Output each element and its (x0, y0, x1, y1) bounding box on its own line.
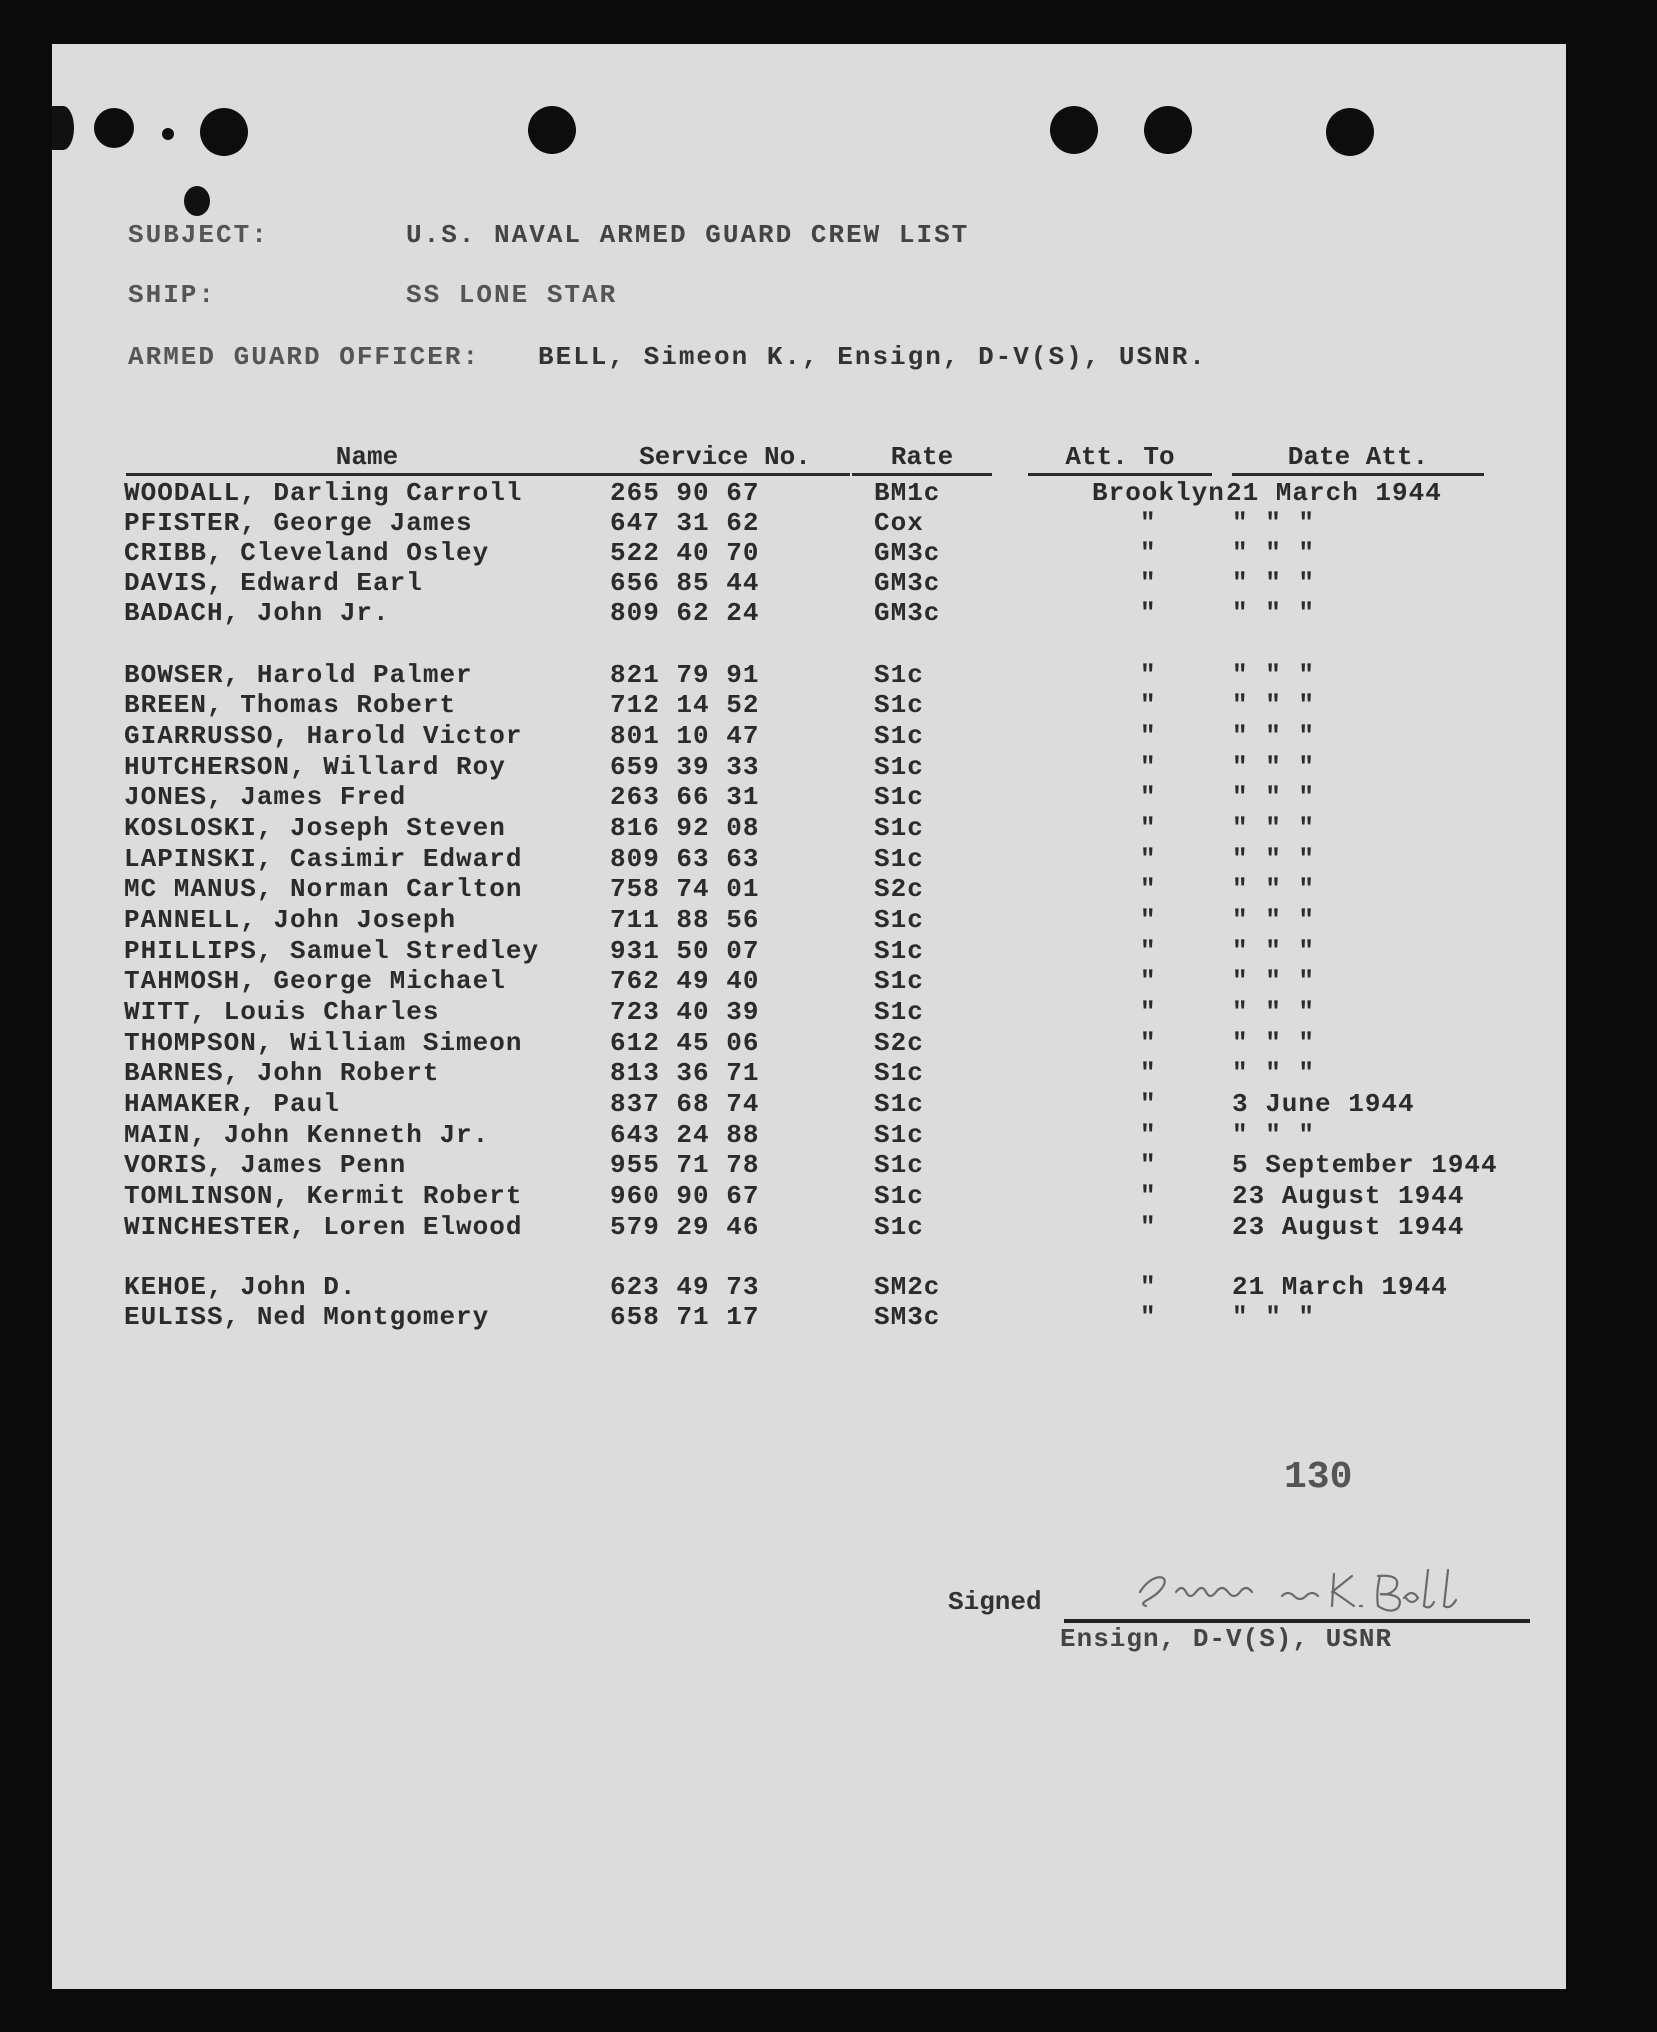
signature-line (1064, 1619, 1530, 1623)
rate: S1c (874, 966, 924, 996)
subject-value: U.S. NAVAL ARMED GUARD CREW LIST (406, 220, 970, 250)
attached-to: " (1140, 1302, 1157, 1332)
date-attached: 3 June 1944 (1232, 1089, 1415, 1119)
date-attached: " " " (1232, 1058, 1316, 1088)
table-row (52, 568, 1566, 598)
table-row (52, 1120, 1566, 1150)
attached-to: " (1140, 1272, 1157, 1302)
table-row (52, 721, 1566, 751)
crew-name: BOWSER, Harold Palmer (124, 660, 473, 690)
document-page (52, 44, 1566, 1989)
rate: S1c (874, 997, 924, 1027)
ink-speck (162, 128, 174, 140)
date-attached: " " " (1232, 813, 1316, 843)
crew-name: WINCHESTER, Loren Elwood (124, 1212, 523, 1242)
punch-hole (1144, 106, 1192, 154)
date-attached: " " " (1232, 782, 1316, 812)
crew-name: TAHMOSH, George Michael (124, 966, 506, 996)
punch-hole (1050, 106, 1098, 154)
crew-name: PFISTER, George James (124, 508, 473, 538)
rate: S1c (874, 813, 924, 843)
attached-to: " (1140, 1058, 1157, 1088)
service-number: 837 68 74 (610, 1089, 760, 1119)
rate: S1c (874, 1089, 924, 1119)
service-number: 813 36 71 (610, 1058, 760, 1088)
attached-to: " (1140, 690, 1157, 720)
rate: S1c (874, 660, 924, 690)
subject-label: SUBJECT: (128, 220, 269, 250)
crew-name: BREEN, Thomas Robert (124, 690, 457, 720)
table-row (52, 598, 1566, 628)
crew-name: WOODALL, Darling Carroll (124, 478, 523, 508)
table-row (52, 1302, 1566, 1332)
rate: S1c (874, 690, 924, 720)
crew-name: GIARRUSSO, Harold Victor (124, 721, 523, 751)
date-attached: " " " (1232, 1028, 1316, 1058)
date-attached: " " " (1232, 660, 1316, 690)
date-attached: " " " (1232, 538, 1316, 568)
table-row (52, 1089, 1566, 1119)
rate: S1c (874, 782, 924, 812)
service-number: 658 71 17 (610, 1302, 760, 1332)
handwritten-signature (1132, 1562, 1512, 1621)
date-attached: " " " (1232, 690, 1316, 720)
crew-name: EULISS, Ned Montgomery (124, 1302, 490, 1332)
table-row (52, 813, 1566, 843)
table-row (52, 690, 1566, 720)
table-row (52, 538, 1566, 568)
service-number: 522 40 70 (610, 538, 760, 568)
column-header-name: Name (126, 442, 608, 476)
attached-to: " (1140, 598, 1157, 628)
date-attached: 21 March 1944 (1226, 478, 1442, 508)
attached-to: " (1140, 997, 1157, 1027)
table-row (52, 1058, 1566, 1088)
page-number: 130 (1284, 1456, 1353, 1499)
date-attached: " " " (1232, 905, 1316, 935)
crew-name: CRIBB, Cleveland Osley (124, 538, 490, 568)
punch-hole (1326, 108, 1374, 156)
ship-line (128, 280, 216, 310)
service-number: 711 88 56 (610, 905, 760, 935)
date-attached: 21 March 1944 (1232, 1272, 1448, 1302)
crew-name: PHILLIPS, Samuel Stredley (124, 936, 540, 966)
rate: S1c (874, 905, 924, 935)
service-number: 612 45 06 (610, 1028, 760, 1058)
service-number: 955 71 78 (610, 1150, 760, 1180)
column-header-date-att: Date Att. (1232, 442, 1484, 476)
rate: GM3c (874, 568, 941, 598)
attached-to: " (1140, 844, 1157, 874)
service-number: 809 63 63 (610, 844, 760, 874)
attached-to: " (1140, 813, 1157, 843)
date-attached: 23 August 1944 (1232, 1181, 1465, 1211)
service-number: 579 29 46 (610, 1212, 760, 1242)
attached-to: " (1140, 874, 1157, 904)
service-number: 623 49 73 (610, 1272, 760, 1302)
date-attached: " " " (1232, 752, 1316, 782)
rate: S1c (874, 1120, 924, 1150)
attached-to: " (1140, 1150, 1157, 1180)
service-number: 816 92 08 (610, 813, 760, 843)
service-number: 647 31 62 (610, 508, 760, 538)
table-row (52, 752, 1566, 782)
attached-to: " (1140, 660, 1157, 690)
attached-to: " (1140, 752, 1157, 782)
table-row (52, 905, 1566, 935)
officer-label: ARMED GUARD OFFICER: (128, 342, 481, 372)
service-number: 758 74 01 (610, 874, 760, 904)
attached-to: " (1140, 905, 1157, 935)
date-attached: " " " (1232, 721, 1316, 751)
crew-name: HUTCHERSON, Willard Roy (124, 752, 506, 782)
crew-name: MAIN, John Kenneth Jr. (124, 1120, 490, 1150)
service-number: 809 62 24 (610, 598, 760, 628)
attached-to: " (1140, 1089, 1157, 1119)
rate: S1c (874, 752, 924, 782)
service-number: 821 79 91 (610, 660, 760, 690)
service-number: 931 50 07 (610, 936, 760, 966)
crew-name: DAVIS, Edward Earl (124, 568, 423, 598)
rate: S1c (874, 1181, 924, 1211)
table-row (52, 997, 1566, 1027)
date-attached: 5 September 1944 (1232, 1150, 1498, 1180)
ink-speck (52, 106, 74, 150)
crew-name: THOMPSON, William Simeon (124, 1028, 523, 1058)
attached-to: " (1140, 1120, 1157, 1150)
crew-name: KEHOE, John D. (124, 1272, 357, 1302)
rate: BM1c (874, 478, 941, 508)
date-attached: " " " (1232, 598, 1316, 628)
service-number: 656 85 44 (610, 568, 760, 598)
officer-value: BELL, Simeon K., Ensign, D-V(S), USNR. (538, 342, 1207, 372)
rate: S1c (874, 1058, 924, 1088)
rate: Cox (874, 508, 924, 538)
crew-name: MC MANUS, Norman Carlton (124, 874, 523, 904)
service-number: 265 90 67 (610, 478, 760, 508)
table-row (52, 844, 1566, 874)
table-row (52, 966, 1566, 996)
rate: S2c (874, 1028, 924, 1058)
date-attached: " " " (1232, 997, 1316, 1027)
crew-name: JONES, James Fred (124, 782, 407, 812)
service-number: 643 24 88 (610, 1120, 760, 1150)
attached-to: " (1140, 1181, 1157, 1211)
service-number: 659 39 33 (610, 752, 760, 782)
punch-hole (200, 108, 248, 156)
crew-name: BADACH, John Jr. (124, 598, 390, 628)
date-attached: " " " (1232, 874, 1316, 904)
date-attached: " " " (1232, 844, 1316, 874)
officer-line (128, 342, 480, 372)
rate: GM3c (874, 598, 941, 628)
date-attached: " " " (1232, 966, 1316, 996)
punch-hole (94, 108, 134, 148)
date-attached: " " " (1232, 1120, 1316, 1150)
crew-name: HAMAKER, Paul (124, 1089, 340, 1119)
attached-to: " (1140, 508, 1157, 538)
crew-name: VORIS, James Penn (124, 1150, 407, 1180)
rate: S1c (874, 844, 924, 874)
attached-to: " (1140, 936, 1157, 966)
service-number: 712 14 52 (610, 690, 760, 720)
rate: S2c (874, 874, 924, 904)
attached-to: " (1140, 721, 1157, 751)
table-row (52, 936, 1566, 966)
crew-name: PANNELL, John Joseph (124, 905, 457, 935)
table-row (52, 660, 1566, 690)
attached-to: " (1140, 1028, 1157, 1058)
rate: S1c (874, 1212, 924, 1242)
table-row (52, 1272, 1566, 1302)
crew-name: WITT, Louis Charles (124, 997, 440, 1027)
rate: GM3c (874, 538, 941, 568)
crew-name: LAPINSKI, Casimir Edward (124, 844, 523, 874)
date-attached: " " " (1232, 568, 1316, 598)
date-attached: " " " (1232, 508, 1316, 538)
signed-label: Signed (948, 1587, 1042, 1617)
subject-line (128, 220, 269, 250)
table-row (52, 478, 1566, 508)
column-header-service-no: Service No. (600, 442, 850, 476)
service-number: 263 66 31 (610, 782, 760, 812)
attached-to: " (1140, 568, 1157, 598)
signer-title: Ensign, D-V(S), USNR (1060, 1624, 1393, 1654)
ship-value: SS LONE STAR (406, 280, 618, 310)
attached-to: Brooklyn (1092, 478, 1225, 508)
crew-name: KOSLOSKI, Joseph Steven (124, 813, 506, 843)
column-header-att-to: Att. To (1028, 442, 1212, 476)
crew-name: BARNES, John Robert (124, 1058, 440, 1088)
attached-to: " (1140, 782, 1157, 812)
rate: SM2c (874, 1272, 941, 1302)
crew-name: TOMLINSON, Kermit Robert (124, 1181, 523, 1211)
service-number: 801 10 47 (610, 721, 760, 751)
table-row (52, 1181, 1566, 1211)
punch-hole (528, 106, 576, 154)
ship-label: SHIP: (128, 280, 217, 310)
ink-speck (184, 186, 210, 216)
table-row (52, 1150, 1566, 1180)
date-attached: " " " (1232, 936, 1316, 966)
table-row (52, 1028, 1566, 1058)
attached-to: " (1140, 1212, 1157, 1242)
table-row (52, 782, 1566, 812)
rate: S1c (874, 936, 924, 966)
date-attached: 23 August 1944 (1232, 1212, 1465, 1242)
attached-to: " (1140, 538, 1157, 568)
rate: S1c (874, 1150, 924, 1180)
service-number: 762 49 40 (610, 966, 760, 996)
table-row (52, 874, 1566, 904)
table-row (52, 508, 1566, 538)
date-attached: " " " (1232, 1302, 1316, 1332)
column-header-rate: Rate (852, 442, 992, 476)
rate: SM3c (874, 1302, 941, 1332)
table-row (52, 1212, 1566, 1242)
attached-to: " (1140, 966, 1157, 996)
rate: S1c (874, 721, 924, 751)
service-number: 960 90 67 (610, 1181, 760, 1211)
service-number: 723 40 39 (610, 997, 760, 1027)
